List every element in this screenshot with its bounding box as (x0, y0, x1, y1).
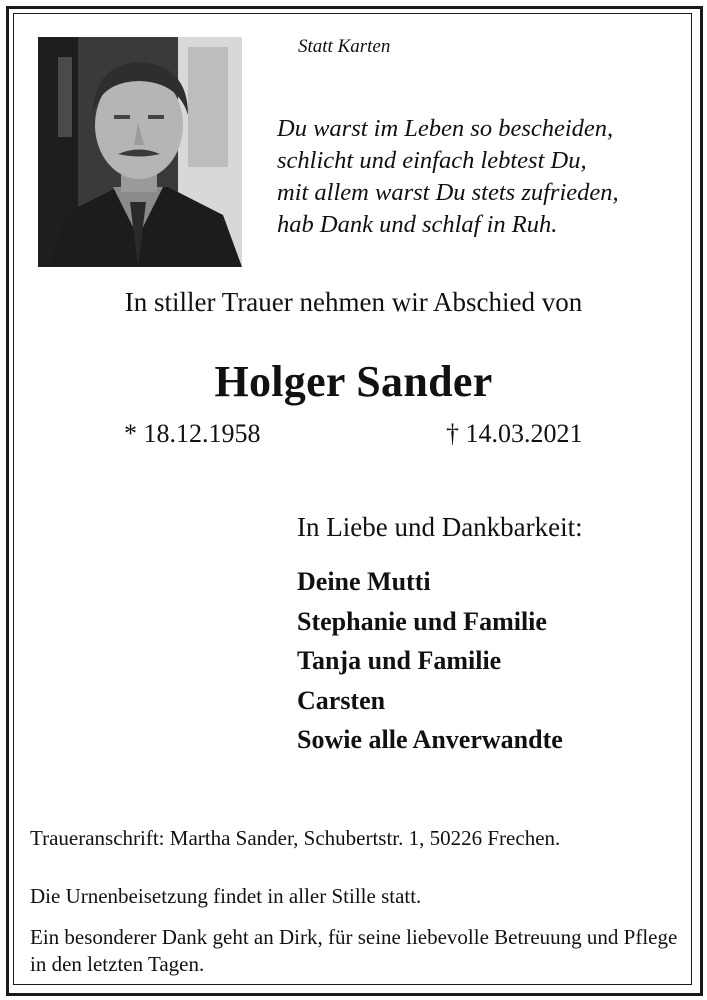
poem-line: hab Dank und schlaf in Ruh. (277, 211, 558, 238)
birth-date: * 18.12.1958 (124, 419, 261, 448)
statt-karten-text: Statt Karten (298, 36, 391, 57)
poem-line: mit allem warst Du stets zufrieden, (277, 179, 619, 206)
mourner-item: Tanja und Familie (297, 646, 502, 675)
mourners-list (297, 562, 563, 760)
thanks-heading: In Liebe und Dankbarkeit: (297, 512, 583, 542)
mourner-item: Stephanie und Familie (297, 606, 547, 636)
poem-line: schlicht und einfach lebtest Du, (277, 147, 587, 174)
mourning-address: Traueranschrift: Martha Sander, Schubertstr. 1, 50226 Frechen. (30, 826, 561, 850)
mourner-item: Deine Mutti (297, 567, 431, 596)
poem (277, 113, 619, 241)
portrait-photo (38, 37, 242, 267)
mourner-item: Sowie alle Anverwandte (297, 725, 563, 754)
burial-note: Die Urnenbeisetzung findet in aller Stille statt. (30, 884, 422, 908)
thanks-note: Ein besonderer Dank geht an Dirk, für seine liebevolle Betreuung und Pflege in den letzten Tagen. (30, 925, 678, 976)
intro-text: In stiller Trauer nehmen wir Abschied von (124, 287, 583, 317)
poem-line: Du warst im Leben so bescheiden, (277, 115, 614, 142)
mourner-item: Carsten (297, 685, 386, 715)
death-date: † 14.03.2021 (446, 419, 583, 448)
deceased-name: Holger Sander (214, 357, 493, 406)
